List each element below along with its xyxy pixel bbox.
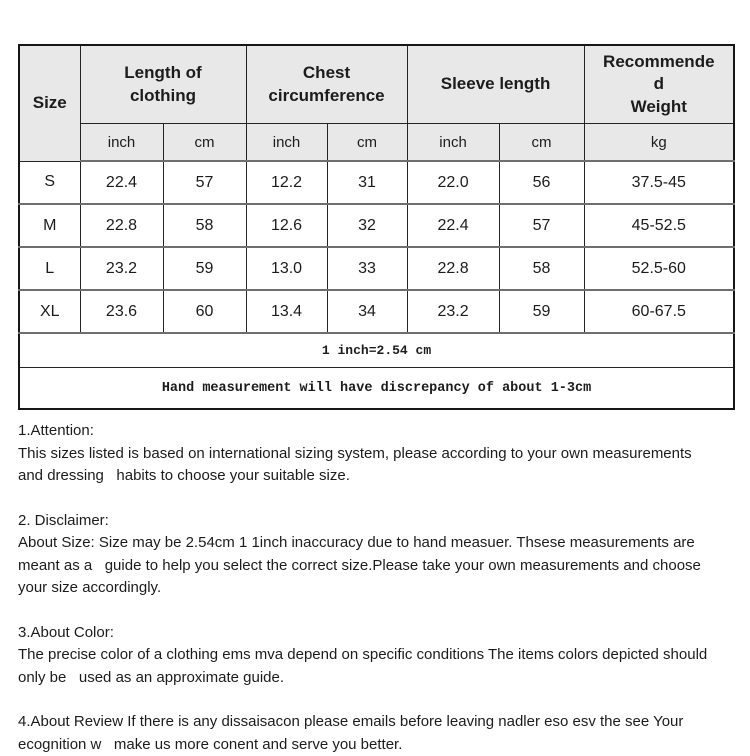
note-row-inch-conversion <box>19 333 734 368</box>
value-cell: 56 <box>499 161 584 204</box>
header-line: d <box>585 73 734 95</box>
value-cell: 13.0 <box>246 247 327 290</box>
header-chest-circumference <box>246 45 407 124</box>
header-line: Recommende <box>585 51 734 73</box>
value-cell: 34 <box>327 290 407 333</box>
paragraph-title: 2. Disclaimer: <box>18 510 733 533</box>
value-cell: 23.2 <box>80 247 163 290</box>
unit-cell: inch <box>246 124 327 162</box>
value-cell: 58 <box>499 247 584 290</box>
header-size: Size <box>19 45 80 161</box>
table-row-l <box>19 247 734 290</box>
note-text: 1 inch=2.54 cm <box>19 333 734 368</box>
value-cell: 59 <box>163 247 246 290</box>
unit-cell: cm <box>499 124 584 162</box>
header-line: clothing <box>81 85 246 107</box>
size-chart-table <box>18 44 735 410</box>
header-line: Weight <box>585 96 734 118</box>
table-row-m <box>19 204 734 247</box>
paragraph-line: your size accordingly. <box>18 577 733 600</box>
value-cell: 57 <box>499 204 584 247</box>
value-cell: 60 <box>163 290 246 333</box>
value-cell: 22.8 <box>407 247 499 290</box>
paragraph-title: 1.Attention: <box>18 420 733 443</box>
description-text <box>18 420 733 756</box>
unit-cell: cm <box>327 124 407 162</box>
value-cell: 60-67.5 <box>584 290 734 333</box>
value-cell: 23.6 <box>80 290 163 333</box>
header-line: Sleeve length <box>408 73 584 95</box>
value-cell: 22.0 <box>407 161 499 204</box>
value-cell: 57 <box>163 161 246 204</box>
value-cell: 22.8 <box>80 204 163 247</box>
note-row-hand-measurement <box>19 368 734 410</box>
note-text: Hand measurement will have discrepancy of about 1-3cm <box>19 368 734 410</box>
value-cell: 22.4 <box>407 204 499 247</box>
unit-cell: inch <box>80 124 163 162</box>
paragraph-disclaimer <box>18 510 733 600</box>
value-cell: 58 <box>163 204 246 247</box>
table-row-s <box>19 161 734 204</box>
table-row-xl <box>19 290 734 333</box>
value-cell: 32 <box>327 204 407 247</box>
value-cell: 23.2 <box>407 290 499 333</box>
header-line: Length of <box>81 62 246 84</box>
header-sleeve-length <box>407 45 584 124</box>
header-line: circumference <box>247 85 407 107</box>
table-units-row <box>19 124 734 162</box>
value-cell: 31 <box>327 161 407 204</box>
value-cell: 45-52.5 <box>584 204 734 247</box>
table-header-row <box>19 45 734 124</box>
unit-cell: inch <box>407 124 499 162</box>
value-cell: 33 <box>327 247 407 290</box>
value-cell: 59 <box>499 290 584 333</box>
value-cell: 52.5-60 <box>584 247 734 290</box>
size-cell: XL <box>19 290 80 333</box>
paragraph-line: About Size: Size may be 2.54cm 1 1inch inaccuracy due to hand measuer. Thsese measurements are <box>18 532 733 555</box>
paragraph-line: meant as a guide to help you select the correct size.Please take your own measurements and choose <box>18 555 733 578</box>
paragraph-attention <box>18 420 733 488</box>
header-length-of-clothing <box>80 45 246 124</box>
unit-cell: cm <box>163 124 246 162</box>
size-cell: S <box>19 161 80 204</box>
header-recommended-weight <box>584 45 734 124</box>
size-cell: L <box>19 247 80 290</box>
paragraph-line: only be used as an approximate guide. <box>18 667 733 690</box>
value-cell: 12.2 <box>246 161 327 204</box>
paragraph-line: and dressing habits to choose your suitable size. <box>18 465 733 488</box>
header-line: Chest <box>247 62 407 84</box>
unit-cell: kg <box>584 124 734 162</box>
paragraph-line: The precise color of a clothing ems mva depend on specific conditions The items colors depicted should <box>18 644 733 667</box>
paragraph-line: This sizes listed is based on international sizing system, please according to your own measurements <box>18 443 733 466</box>
value-cell: 12.6 <box>246 204 327 247</box>
paragraph-about-review <box>18 711 733 756</box>
paragraph-line: ecognition w make us more conent and serve you better. <box>18 734 733 756</box>
paragraph-line: 4.About Review If there is any dissaisacon please emails before leaving nadler eso esv the see Your <box>18 711 733 734</box>
size-cell: M <box>19 204 80 247</box>
value-cell: 13.4 <box>246 290 327 333</box>
paragraph-about-color <box>18 622 733 690</box>
value-cell: 37.5-45 <box>584 161 734 204</box>
paragraph-title: 3.About Color: <box>18 622 733 645</box>
value-cell: 22.4 <box>80 161 163 204</box>
